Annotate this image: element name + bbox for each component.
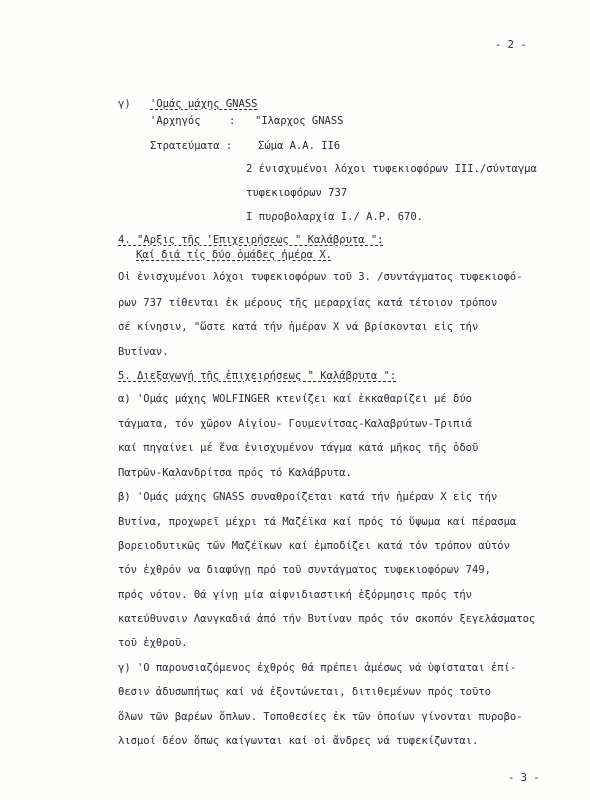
para-b-line: κατεύθυνσιν Λανγκαδιά ἀπό τήν Βυτίναν πρός τόν σκοπόν ξεγελάσματος	[118, 613, 536, 625]
section-4-heading: 4. "Αρξις τῆς 'Επιχειρήσεως " Καλάβρυτα ":	[118, 234, 384, 246]
section-4-body-line: σέ κίνησιν, "ὥστε κατά τήν ἡμέραν Χ νά βρίσκονται εἰς τήν	[118, 321, 479, 333]
troops-label: Στρατεύματα :	[150, 140, 233, 152]
para-a-line: καί πηγαίνει μέ ἕνα ἐνισχυμένον τάγμα κατά μῆκος τῆς ὁδοῦ	[118, 442, 479, 454]
para-a-line: Πατρῶν-Καλανδρίτσα πρός τό Καλάβρυτα.	[118, 467, 352, 479]
section-4-body-line: ρων 737 τίθενται ἐκ μέρους τῆς μεραρχίας κατά τέτοιον τρόπον	[118, 297, 498, 309]
section-g-marker: γ)	[118, 98, 131, 110]
section-4-body-line: Οἱ ἐνισχυμένοι λόχοι τυφεκιοφόρων τοῦ 3. /συντάγματος τυφεκιοφό-	[118, 271, 523, 283]
section-g-heading: 'Ομάς μάχης GNASS	[150, 98, 258, 110]
para-c-line: ὅλων τῶν βαρέων ὅπλων. Τοποθεσίες ἐκ τῶν ὁποίων γίνονται πυροβο-	[118, 711, 523, 723]
commander-label: 'Αρχηγός	[150, 115, 201, 127]
para-b-line: τοῦ ἐχθροῦ.	[118, 637, 188, 649]
para-a-line: α) 'Ομάς μάχης WOLFINGER κτενίζει καί ἐκκαθαρίζει μέ δύο	[118, 393, 473, 405]
para-b-line: Βυτίνα, προχωρεῖ μέχρι τά Μαζέϊκα καί πρός τό ὕψωμα καί πέρασμα	[118, 516, 517, 528]
section-5-heading: 5. Διεξαγωγή τῆς ἐπιχειρήσεως " Καλάβρυτα ":	[118, 370, 397, 382]
commander-sep: :	[229, 115, 236, 127]
commander-value: "Ιλαρχος GNASS	[255, 115, 344, 127]
section-4-body-line: Βυτίναν.	[118, 346, 169, 358]
troops-line: 2 ένισχυμένοι λόχοι τυφεκιοφόρων ΙΙΙ./σύνταγμα	[246, 163, 537, 175]
para-b-line: τόν ἐχθρόν να διαφύγῃ πρό τοῦ συντάγματος τυφεκιοφόρων 749,	[118, 564, 491, 576]
para-a-line: τάγματα, τόν χῶρον Αἰγίου- Γουμενίτσας-Καλαβρύτων-Τριπιά	[118, 418, 473, 430]
troops-line: τυφεκιοφόρων 737	[246, 187, 348, 199]
page-number-top: - 2 -	[495, 39, 527, 51]
para-b-line: β) 'Ομάς μάχης GNASS συναθροίζεται κατά τήν ἡμέραν Χ εἰς τήν	[118, 491, 498, 503]
troops-line: Σώμα Α.Α. ΙΙ6	[258, 140, 341, 152]
section-4-subheading: Καί διά τίς δύο ὁμάδες ἡμέρα Χ.	[136, 249, 332, 261]
para-b-line: βορειοδυτικῶς τῶν Μαζέϊκων καί ἐμποδίζει κατά τόν τρόπον αὐτόν	[118, 540, 510, 552]
para-c-line: γ) 'Ο παρουσιαζόμενος ἐχθρός θά πρέπει ἀμέσως νά ὑφίσταται ἐπί-	[118, 662, 517, 674]
para-c-line: λισμοί δέον ὅπως καίγωνται καί οἱ ἄνδρες νά τυφεκίζωνται.	[118, 735, 479, 747]
para-b-line: πρός νότον. Θά γίνῃ μία αἰφνιδιαστική ἐξόρμησις πρός τήν	[118, 589, 473, 601]
page-number-bottom: - 3 -	[508, 772, 540, 784]
troops-line: Ι πυροβολαρχία Ι./ Α.Ρ. 670.	[246, 211, 424, 223]
para-c-line: θεσιν ἀδυσωπήτως καί νά ἐξοντώνεται, διτιθεμένων πρός τοῦτο	[118, 686, 491, 698]
